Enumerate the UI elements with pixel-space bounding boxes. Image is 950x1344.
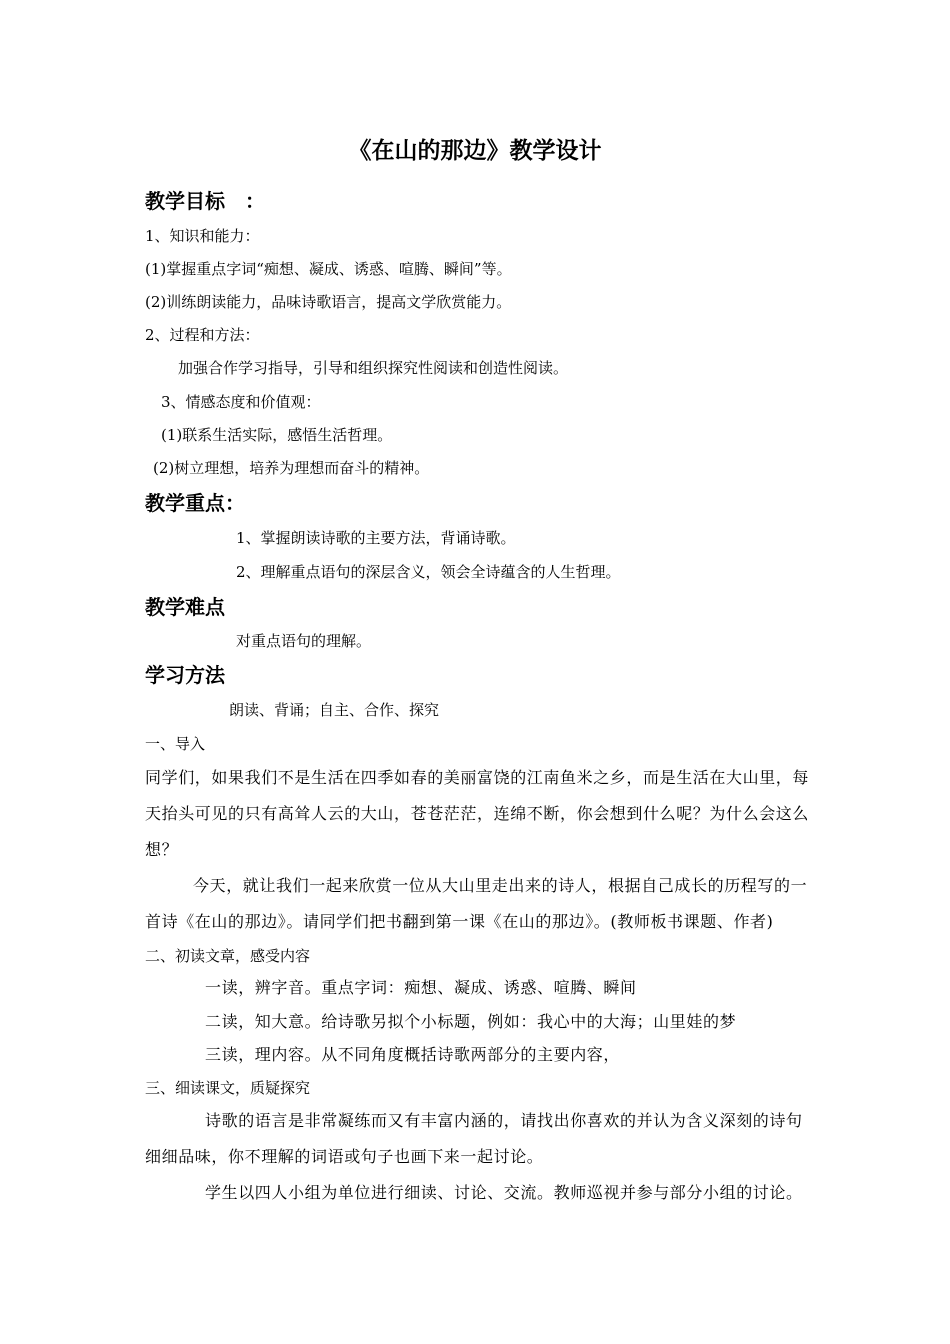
difficulty-item: 对重点语句的理解。 bbox=[236, 632, 372, 650]
methods-item: 朗读、背诵；自主、合作、探究 bbox=[229, 701, 440, 719]
section-first-reading-line-2: 二读，知大意。给诗歌另拟个小标题，例如：我心中的大海；山里娃的梦 bbox=[205, 1012, 737, 1031]
section-close-reading-line-3: 学生以四人小组为单位进行细读、讨论、交流。教师巡视并参与部分小组的讨论。 bbox=[205, 1183, 803, 1202]
objectives-emotion-heading: 3、情感态度和价值观： bbox=[161, 393, 321, 411]
section-first-reading-line-1: 一读，辨字音。重点字词：痴想、凝成、诱惑、喧腾、瞬间 bbox=[205, 978, 637, 997]
objectives-process-item-1: 加强合作学习指导，引导和组织探究性阅读和创造性阅读。 bbox=[178, 359, 569, 377]
section-close-reading-heading: 三、细读课文，质疑探究 bbox=[145, 1079, 311, 1097]
key-points-heading: 教学重点： bbox=[145, 491, 245, 515]
difficulty-heading: 教学难点 bbox=[145, 595, 225, 619]
objectives-knowledge-heading: 1、知识和能力： bbox=[145, 227, 260, 245]
document-title: 《在山的那边》教学设计 bbox=[348, 138, 602, 164]
objectives-heading: 教学目标 ： bbox=[145, 189, 265, 213]
section-intro-heading: 一、导入 bbox=[145, 735, 206, 753]
section-intro-line-2: 天抬头可见的只有高耸人云的大山，苍苍茫茫，连绵不断，你会想到什么呢？为什么会这么 bbox=[145, 804, 810, 823]
key-point-1: 1、掌握朗读诗歌的主要方法，背诵诗歌。 bbox=[236, 529, 516, 547]
section-close-reading-line-2: 细细品味，你不理解的词语或句子也画下来一起讨论。 bbox=[145, 1147, 544, 1166]
section-intro-line-3: 想？ bbox=[145, 840, 179, 859]
methods-heading: 学习方法 bbox=[145, 663, 225, 687]
section-first-reading-line-3: 三读，理内容。从不同角度概括诗歌两部分的主要内容， bbox=[205, 1045, 621, 1064]
objectives-emotion-item-2: (2)树立理想，培养为理想而奋斗的精神。 bbox=[153, 459, 430, 477]
section-intro-line-1: 同学们，如果我们不是生活在四季如春的美丽富饶的江南鱼米之乡，而是生活在大山里，每 bbox=[145, 768, 810, 787]
section-first-reading-heading: 二、初读文章，感受内容 bbox=[145, 947, 311, 965]
key-point-2: 2、理解重点语句的深层含义，领会全诗蕴含的人生哲理。 bbox=[236, 563, 621, 581]
section-close-reading-line-1: 诗歌的语言是非常凝练而又有丰富内涵的，请找出你喜欢的并认为含义深刻的诗句 bbox=[205, 1111, 803, 1130]
objectives-process-heading: 2、过程和方法： bbox=[145, 326, 260, 344]
objectives-knowledge-item-2: (2)训练朗读能力，品味诗歌语言，提高文学欣赏能力。 bbox=[145, 293, 512, 311]
section-intro-line-4: 今天，就让我们一起来欣赏一位从大山里走出来的诗人，根据自己成长的历程写的一 bbox=[193, 876, 808, 895]
objectives-knowledge-item-1: (1)掌握重点字词“痴想、凝成、诱惑、喧腾、瞬间”等。 bbox=[145, 260, 512, 278]
section-intro-line-5: 首诗《在山的那边》。请同学们把书翻到第一课《在山的那边》。(教师板书课题、作者) bbox=[145, 912, 774, 931]
objectives-emotion-item-1: (1)联系生活实际，感悟生活哲理。 bbox=[161, 426, 393, 444]
